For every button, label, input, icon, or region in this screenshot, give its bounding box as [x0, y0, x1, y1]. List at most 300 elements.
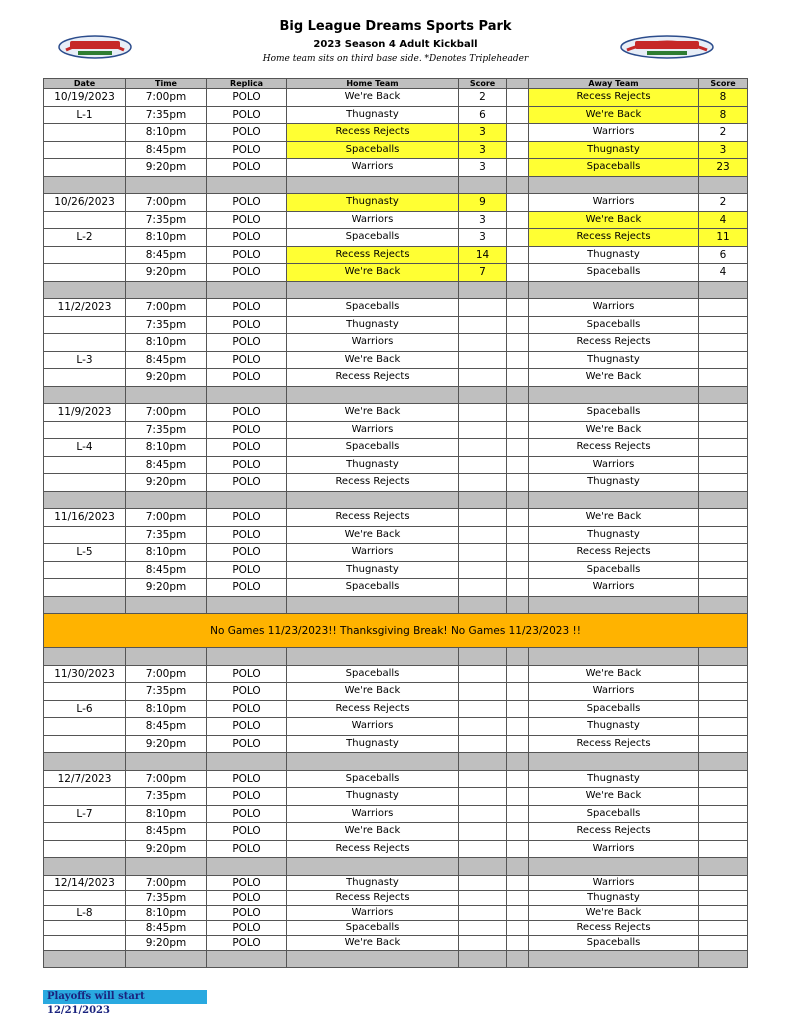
spacer-cell — [507, 421, 529, 439]
away-team: We're Back — [529, 369, 699, 387]
away-score — [699, 905, 748, 920]
game-time: 8:10pm — [126, 334, 207, 352]
separator-cell — [287, 176, 459, 194]
game-field: POLO — [207, 474, 287, 492]
away-team: Warriors — [529, 456, 699, 474]
away-score — [699, 920, 748, 935]
home-score — [459, 805, 507, 823]
away-team: Warriors — [529, 683, 699, 701]
week-label — [44, 124, 126, 142]
schedule-table — [43, 78, 748, 968]
game-row — [44, 920, 748, 935]
game-time: 8:45pm — [126, 456, 207, 474]
col-away-team: Away Team — [529, 79, 699, 89]
separator-cell — [44, 596, 126, 614]
separator-cell — [287, 386, 459, 404]
separator-cell — [207, 596, 287, 614]
week-label — [44, 788, 126, 806]
game-time: 7:00pm — [126, 299, 207, 317]
home-score — [459, 840, 507, 858]
home-score: 3 — [459, 229, 507, 247]
away-team: Recess Rejects — [529, 89, 699, 107]
home-team: Spaceballs — [287, 579, 459, 597]
week-label — [44, 316, 126, 334]
game-row — [44, 439, 748, 457]
away-score — [699, 316, 748, 334]
spacer-cell — [507, 159, 529, 177]
game-field: POLO — [207, 264, 287, 282]
game-row — [44, 124, 748, 142]
separator-cell — [44, 491, 126, 509]
game-field: POLO — [207, 439, 287, 457]
separator-row — [44, 176, 748, 194]
game-time: 8:45pm — [126, 561, 207, 579]
home-score — [459, 718, 507, 736]
col-date: Date — [44, 79, 126, 89]
holiday-banner: No Games 11/23/2023!! Thanksgiving Break! No Games 11/23/2023 !! — [44, 614, 748, 648]
game-field: POLO — [207, 665, 287, 683]
away-team: Thugnasty — [529, 770, 699, 788]
game-time: 9:20pm — [126, 159, 207, 177]
separator-cell — [529, 386, 699, 404]
away-team: We're Back — [529, 421, 699, 439]
game-row — [44, 770, 748, 788]
away-team: Recess Rejects — [529, 334, 699, 352]
separator-cell — [287, 596, 459, 614]
game-row — [44, 159, 748, 177]
home-team: Spaceballs — [287, 770, 459, 788]
week-label — [44, 526, 126, 544]
game-field: POLO — [207, 700, 287, 718]
header-row — [44, 79, 748, 89]
week-date: 11/9/2023 — [44, 404, 126, 422]
separator-cell — [529, 753, 699, 771]
game-row — [44, 544, 748, 562]
spacer-cell — [507, 106, 529, 124]
home-team: Recess Rejects — [287, 509, 459, 527]
game-row — [44, 665, 748, 683]
holiday-row — [44, 614, 748, 648]
home-team: Thugnasty — [287, 194, 459, 212]
game-time: 8:10pm — [126, 805, 207, 823]
away-score — [699, 404, 748, 422]
game-row — [44, 579, 748, 597]
game-field: POLO — [207, 159, 287, 177]
game-row — [44, 474, 748, 492]
home-score: 3 — [459, 124, 507, 142]
game-row — [44, 264, 748, 282]
separator-cell — [529, 491, 699, 509]
away-team: Thugnasty — [529, 474, 699, 492]
game-time: 7:35pm — [126, 106, 207, 124]
separator-cell — [126, 281, 207, 299]
game-time: 9:20pm — [126, 840, 207, 858]
home-score — [459, 544, 507, 562]
away-team: We're Back — [529, 905, 699, 920]
spacer-cell — [507, 264, 529, 282]
away-team: Thugnasty — [529, 246, 699, 264]
separator-cell — [459, 176, 507, 194]
game-time: 7:00pm — [126, 770, 207, 788]
game-field: POLO — [207, 456, 287, 474]
home-team: We're Back — [287, 264, 459, 282]
schedule-body — [44, 89, 748, 968]
home-score — [459, 456, 507, 474]
week-date: 12/14/2023 — [44, 875, 126, 890]
spacer-cell — [507, 735, 529, 753]
away-team: Warriors — [529, 299, 699, 317]
game-row — [44, 890, 748, 905]
away-team: Recess Rejects — [529, 735, 699, 753]
away-score — [699, 579, 748, 597]
home-team: Warriors — [287, 544, 459, 562]
separator-cell — [126, 596, 207, 614]
game-row — [44, 211, 748, 229]
away-score: 4 — [699, 211, 748, 229]
spacer-cell — [507, 920, 529, 935]
home-team: We're Back — [287, 526, 459, 544]
game-time: 9:20pm — [126, 579, 207, 597]
home-score: 7 — [459, 264, 507, 282]
game-row — [44, 194, 748, 212]
home-team: We're Back — [287, 683, 459, 701]
home-team: Spaceballs — [287, 665, 459, 683]
away-score — [699, 823, 748, 841]
separator-cell — [459, 950, 507, 968]
separator-cell — [44, 281, 126, 299]
spacer-cell — [507, 805, 529, 823]
spacer-cell — [507, 404, 529, 422]
week-date: 10/19/2023 — [44, 89, 126, 107]
col-spacer — [507, 79, 529, 89]
game-row — [44, 334, 748, 352]
separator-cell — [459, 596, 507, 614]
separator-cell — [207, 281, 287, 299]
game-field: POLO — [207, 404, 287, 422]
separator-cell — [44, 648, 126, 666]
home-team-note: Home team sits on third base side. *Denotes Tripleheader — [262, 54, 529, 64]
separator-cell — [287, 281, 459, 299]
separator-row — [44, 491, 748, 509]
separator-cell — [507, 858, 529, 876]
away-team: Warriors — [529, 124, 699, 142]
separator-cell — [459, 386, 507, 404]
away-score: 23 — [699, 159, 748, 177]
separator-row — [44, 858, 748, 876]
week-label: L-3 — [44, 351, 126, 369]
spacer-cell — [507, 788, 529, 806]
home-team: We're Back — [287, 935, 459, 950]
spacer-cell — [507, 840, 529, 858]
away-team: Spaceballs — [529, 700, 699, 718]
separator-cell — [287, 491, 459, 509]
away-team: Thugnasty — [529, 718, 699, 736]
separator-row — [44, 648, 748, 666]
game-time: 8:10pm — [126, 439, 207, 457]
home-team: Recess Rejects — [287, 124, 459, 142]
home-score — [459, 579, 507, 597]
game-row — [44, 456, 748, 474]
spacer-cell — [507, 299, 529, 317]
separator-cell — [126, 858, 207, 876]
home-score: 3 — [459, 211, 507, 229]
separator-cell — [699, 648, 748, 666]
away-team: We're Back — [529, 788, 699, 806]
game-field: POLO — [207, 194, 287, 212]
week-label — [44, 159, 126, 177]
separator-cell — [287, 753, 459, 771]
separator-cell — [699, 176, 748, 194]
away-team: Spaceballs — [529, 159, 699, 177]
separator-row — [44, 281, 748, 299]
week-label: L-6 — [44, 700, 126, 718]
separator-cell — [287, 648, 459, 666]
home-team: Spaceballs — [287, 299, 459, 317]
away-score: 11 — [699, 229, 748, 247]
separator-row — [44, 950, 748, 968]
away-score — [699, 544, 748, 562]
week-label — [44, 246, 126, 264]
home-score — [459, 561, 507, 579]
week-label — [44, 369, 126, 387]
away-team: Thugnasty — [529, 526, 699, 544]
game-field: POLO — [207, 106, 287, 124]
away-score — [699, 805, 748, 823]
away-team: Spaceballs — [529, 404, 699, 422]
game-time: 7:00pm — [126, 404, 207, 422]
separator-cell — [699, 858, 748, 876]
away-score — [699, 369, 748, 387]
home-team: Thugnasty — [287, 106, 459, 124]
game-row — [44, 823, 748, 841]
game-time: 8:45pm — [126, 351, 207, 369]
home-score — [459, 920, 507, 935]
separator-cell — [529, 858, 699, 876]
game-time: 9:20pm — [126, 474, 207, 492]
home-score: 6 — [459, 106, 507, 124]
home-score — [459, 770, 507, 788]
game-time: 8:10pm — [126, 544, 207, 562]
home-score — [459, 935, 507, 950]
separator-cell — [44, 176, 126, 194]
home-team: We're Back — [287, 404, 459, 422]
home-team: Spaceballs — [287, 439, 459, 457]
week-label — [44, 683, 126, 701]
game-field: POLO — [207, 334, 287, 352]
spacer-cell — [507, 718, 529, 736]
home-score: 2 — [459, 89, 507, 107]
game-row — [44, 935, 748, 950]
away-score: 6 — [699, 246, 748, 264]
game-time: 9:20pm — [126, 735, 207, 753]
away-score — [699, 509, 748, 527]
away-team: Recess Rejects — [529, 544, 699, 562]
separator-cell — [44, 950, 126, 968]
game-row — [44, 718, 748, 736]
home-score — [459, 665, 507, 683]
game-time: 9:20pm — [126, 264, 207, 282]
separator-cell — [699, 491, 748, 509]
spacer-cell — [507, 665, 529, 683]
game-field: POLO — [207, 561, 287, 579]
separator-cell — [287, 858, 459, 876]
spacer-cell — [507, 474, 529, 492]
away-score: 2 — [699, 194, 748, 212]
home-score — [459, 316, 507, 334]
separator-cell — [459, 858, 507, 876]
away-score — [699, 474, 748, 492]
game-field: POLO — [207, 211, 287, 229]
week-label: L-1 — [44, 106, 126, 124]
spacer-cell — [507, 683, 529, 701]
separator-cell — [507, 386, 529, 404]
game-field: POLO — [207, 89, 287, 107]
away-score — [699, 735, 748, 753]
game-field: POLO — [207, 823, 287, 841]
game-time: 8:10pm — [126, 124, 207, 142]
away-score — [699, 526, 748, 544]
spacer-cell — [507, 141, 529, 159]
away-score — [699, 840, 748, 858]
separator-cell — [507, 281, 529, 299]
separator-cell — [507, 950, 529, 968]
week-label — [44, 474, 126, 492]
away-team: Spaceballs — [529, 316, 699, 334]
week-label — [44, 935, 126, 950]
home-score — [459, 299, 507, 317]
home-team: Recess Rejects — [287, 474, 459, 492]
separator-cell — [459, 281, 507, 299]
page-title: Big League Dreams Sports Park — [279, 19, 512, 34]
spacer-cell — [507, 439, 529, 457]
home-score — [459, 700, 507, 718]
game-row — [44, 106, 748, 124]
game-time: 7:35pm — [126, 211, 207, 229]
home-score — [459, 474, 507, 492]
game-field: POLO — [207, 246, 287, 264]
separator-cell — [529, 281, 699, 299]
separator-cell — [126, 491, 207, 509]
separator-cell — [207, 858, 287, 876]
home-score — [459, 823, 507, 841]
separator-cell — [529, 950, 699, 968]
week-label: L-2 — [44, 229, 126, 247]
separator-cell — [529, 648, 699, 666]
away-team: Recess Rejects — [529, 920, 699, 935]
home-team: Recess Rejects — [287, 700, 459, 718]
game-time: 8:45pm — [126, 141, 207, 159]
week-label — [44, 735, 126, 753]
game-row — [44, 735, 748, 753]
game-time: 8:45pm — [126, 246, 207, 264]
separator-cell — [699, 596, 748, 614]
away-score — [699, 351, 748, 369]
away-team: Warriors — [529, 840, 699, 858]
spacer-cell — [507, 89, 529, 107]
separator-cell — [207, 386, 287, 404]
home-team: Recess Rejects — [287, 246, 459, 264]
week-label — [44, 334, 126, 352]
away-team: Recess Rejects — [529, 439, 699, 457]
spacer-cell — [507, 509, 529, 527]
col-home-score: Score — [459, 79, 507, 89]
week-date: 11/2/2023 — [44, 299, 126, 317]
home-team: Warriors — [287, 805, 459, 823]
game-row — [44, 526, 748, 544]
home-team: Recess Rejects — [287, 890, 459, 905]
away-score — [699, 439, 748, 457]
game-field: POLO — [207, 875, 287, 890]
spacer-cell — [507, 544, 529, 562]
game-field: POLO — [207, 316, 287, 334]
game-row — [44, 351, 748, 369]
home-score — [459, 351, 507, 369]
game-time: 9:20pm — [126, 369, 207, 387]
home-team: Thugnasty — [287, 875, 459, 890]
spacer-cell — [507, 124, 529, 142]
separator-cell — [459, 753, 507, 771]
spacer-cell — [507, 334, 529, 352]
game-row — [44, 421, 748, 439]
game-field: POLO — [207, 805, 287, 823]
week-label: L-8 — [44, 905, 126, 920]
home-team: Warriors — [287, 211, 459, 229]
home-team: We're Back — [287, 823, 459, 841]
game-time: 8:10pm — [126, 229, 207, 247]
away-team: Warriors — [529, 579, 699, 597]
home-team: Warriors — [287, 159, 459, 177]
home-team: Spaceballs — [287, 920, 459, 935]
separator-cell — [507, 491, 529, 509]
game-time: 8:10pm — [126, 905, 207, 920]
week-label — [44, 421, 126, 439]
away-score — [699, 718, 748, 736]
week-label — [44, 823, 126, 841]
separator-cell — [507, 176, 529, 194]
game-field: POLO — [207, 526, 287, 544]
game-field: POLO — [207, 718, 287, 736]
home-team: Recess Rejects — [287, 369, 459, 387]
home-score — [459, 404, 507, 422]
game-row — [44, 683, 748, 701]
home-team: Thugnasty — [287, 735, 459, 753]
spacer-cell — [507, 579, 529, 597]
away-score: 2 — [699, 124, 748, 142]
game-row — [44, 805, 748, 823]
week-label — [44, 141, 126, 159]
week-label: L-7 — [44, 805, 126, 823]
away-score — [699, 421, 748, 439]
separator-cell — [207, 950, 287, 968]
game-row — [44, 316, 748, 334]
home-score: 3 — [459, 159, 507, 177]
game-row — [44, 561, 748, 579]
game-time: 8:45pm — [126, 823, 207, 841]
col-replica: Replica — [207, 79, 287, 89]
away-team: Spaceballs — [529, 935, 699, 950]
game-field: POLO — [207, 229, 287, 247]
home-team: We're Back — [287, 351, 459, 369]
spacer-cell — [507, 194, 529, 212]
away-score: 8 — [699, 89, 748, 107]
game-row — [44, 509, 748, 527]
away-score — [699, 700, 748, 718]
game-field: POLO — [207, 421, 287, 439]
separator-cell — [287, 950, 459, 968]
away-team: We're Back — [529, 211, 699, 229]
spacer-cell — [507, 316, 529, 334]
home-score — [459, 735, 507, 753]
